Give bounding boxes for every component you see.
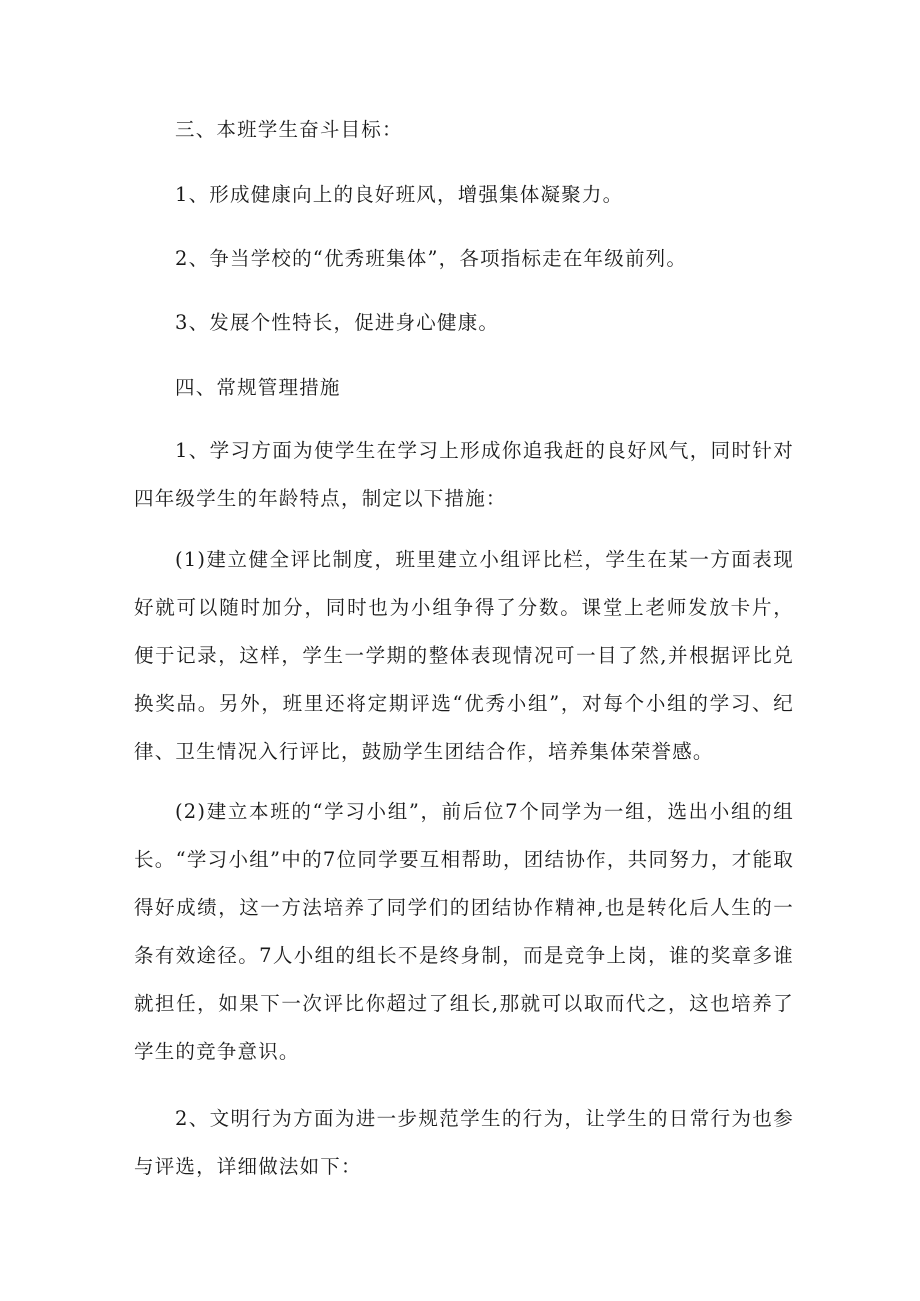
goal-item-3: 3、发展个性特长，促进身心健康。 [175,311,500,334]
measure-study: 1、学习方面为使学生在学习上形成你追我赶的良好风气，同时针对四年级学生的年龄特点，制定以下措施： [134,439,794,510]
measure-study-rating-system: (1)建立健全评比制度，班里建立小组评比栏，学生在某一方面表现好就可以随时加分，同时也为小组争得了分数。课堂上老师发放卡片，便于记录，这样，学生一学期的整体表现情况可一目了然,并根据评比兑换奖品。另外，班里还将定期评选“优秀小组”，对每个小组的学习、纪律、卫生情况入行评比，鼓励学生团结合作，培养集体荣誉感。 [134,548,794,763]
goal-item-1: 1、形成健康向上的良好班风，增强集体凝聚力。 [175,183,624,206]
goal-item-2: 2、争当学校的“优秀班集体”，各项指标走在年级前列。 [175,247,688,270]
measure-study-groups: (2)建立本班的“学习小组”，前后位7个同学为一组，选出小组的组长。“学习小组”中的7位同学要互相帮助，团结协作，共同努力，才能取得好成绩，这一方法培养了同学们的团结协作精神,也是转化后人生的一条有效途径。7人小组的组长不是终身制，而是竞争上岗，谁的奖章多谁就担任，如果下一次评比你超过了组长,那就可以取而代之，这也培养了学生的竞争意识。 [134,800,794,1063]
section-heading-measures: 四、常规管理措施 [175,376,341,399]
measure-civilized-behavior: 2、文明行为方面为进一步规范学生的行为，让学生的日常行为也参与评选，详细做法如下： [134,1107,794,1178]
section-heading-goals: 三、本班学生奋斗目标： [175,118,403,141]
